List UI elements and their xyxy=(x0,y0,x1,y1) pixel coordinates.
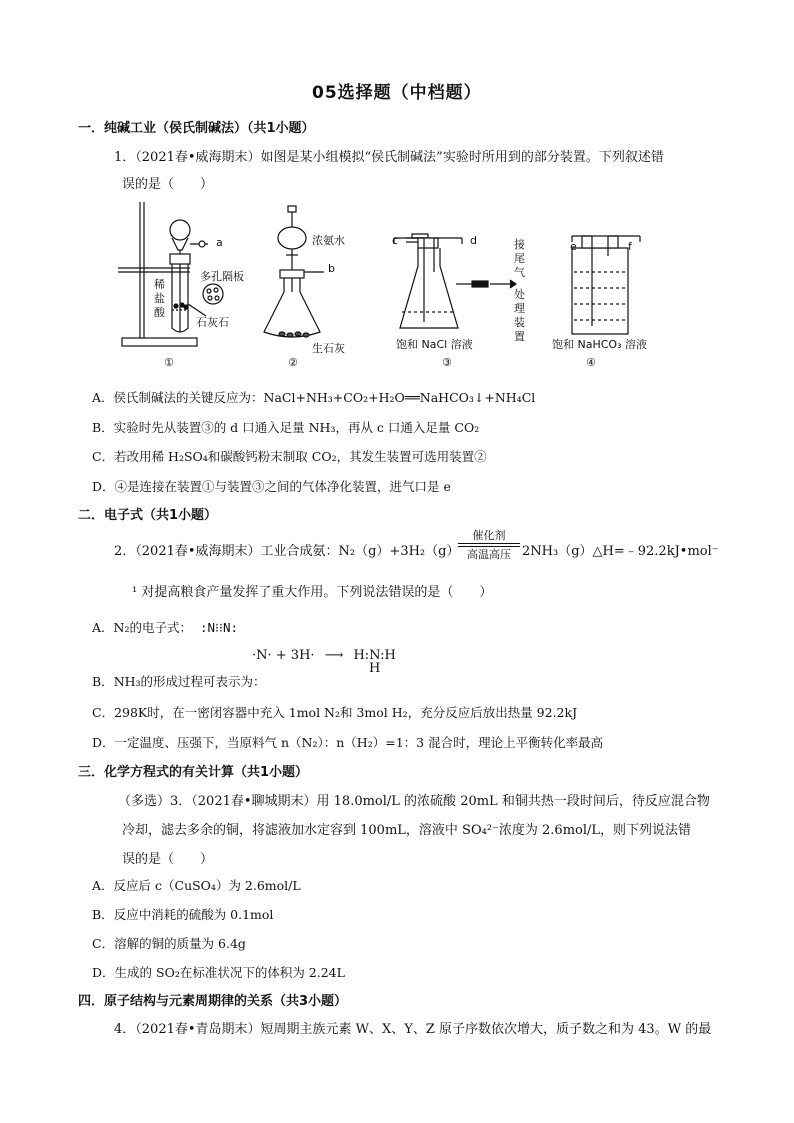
option-text: N₂的电子式： xyxy=(113,620,192,635)
fig-label-e: e xyxy=(570,240,577,253)
option-letter: B． xyxy=(92,420,114,435)
option-letter: B． xyxy=(92,674,114,689)
q3-stem-line1: （多选）3．（2021春•聊城期末）用 18.0mol/L 的浓硫酸 20mL 和铜共热一段时间后，待反应混合物 xyxy=(118,794,710,809)
option-text: 298K时，在一密闭容器中充入 1mol N₂和 3mol H₂，充分反应后放出热量 92.2kJ xyxy=(114,705,578,720)
page-title: 05选择题（中档题） xyxy=(312,83,482,103)
fig-label-limestone: 石灰石 xyxy=(196,316,229,329)
option-letter: C． xyxy=(92,449,115,464)
fig-label-n3: ③ xyxy=(442,356,452,369)
nh3-formula-top: H:N:H xyxy=(353,648,396,663)
fig-label-acid2: 盐 xyxy=(154,292,165,305)
option-text: NH₃的形成过程可表示为： xyxy=(113,674,266,689)
fig-label-tail-3: 气 xyxy=(514,266,525,279)
option-text: 若改用稀 H₂SO₄和碳酸钙粉末制取 CO₂，其发生装置可选用装置② xyxy=(114,449,487,464)
q2-option-b xyxy=(92,672,266,690)
q2-option-a xyxy=(92,618,238,636)
q3-option-d xyxy=(92,963,345,981)
option-letter: A． xyxy=(92,390,114,405)
fig-label-porous: 多孔隔板 xyxy=(200,270,244,283)
q1-option-c xyxy=(92,447,487,465)
nh3-formula-right xyxy=(353,648,395,675)
q2-stem-line1b: 2NH₃（g）△H=﹣92.2kJ•mol⁻ xyxy=(522,544,719,559)
fig-label-a: a xyxy=(216,236,223,249)
fig-label-f: f xyxy=(628,240,632,253)
fig-label-n4: ④ xyxy=(586,356,596,369)
option-letter: D． xyxy=(92,479,115,494)
stand-base xyxy=(122,338,197,346)
section-heading-1: 一．纯碱工业（侯氏制碱法）（共1小题） xyxy=(78,121,315,136)
option-text: 侯氏制碱法的关键反应为：NaCl+NH₃+CO₂+H₂O══NaHCO₃↓+NH₄Cl xyxy=(113,390,536,405)
nh3-formation-diagram xyxy=(252,648,396,675)
q2-stem-line1a: 2．（2021春•威海期末）工业合成氨：N₂（g）+3H₂（g） xyxy=(114,544,460,559)
option-text: 反应中消耗的硫酸为 0.1mol xyxy=(113,907,274,922)
fig-label-acid1: 稀 xyxy=(154,278,165,291)
q3-option-a xyxy=(92,876,301,894)
option-letter: D． xyxy=(92,965,115,980)
q2-catalyst: 催化剂 xyxy=(458,528,520,544)
q2-condition: 高温高压 xyxy=(458,546,520,562)
fig-label-c: c xyxy=(392,234,399,247)
fig-label-tail-1: 接 xyxy=(514,238,525,251)
q1-stem-line1: 1．（2021春•威海期末）如图是某小组模拟“侯氏制碱法”实验时所用到的部分装置。下列叙述错 xyxy=(114,150,664,165)
q2-stem-line2: ¹ 对提高粮食产量发挥了重大作用。下列说法错误的是（ ） xyxy=(132,585,493,600)
option-text: 生成的 SO₂在标准状况下的体积为 2.24L xyxy=(114,965,345,980)
q3-option-c xyxy=(92,934,246,952)
section-heading-2: 二．电子式（共1小题） xyxy=(78,508,218,523)
option-letter: A． xyxy=(92,620,114,635)
q1-option-d xyxy=(92,477,451,495)
fig-label-tail-7: 置 xyxy=(514,330,525,343)
option-letter: A． xyxy=(92,878,114,893)
fig-label-nacl: 饱和 NaCl 溶液 xyxy=(396,338,473,351)
option-text: 一定温度、压强下，当原料气 n（N₂）：n（H₂）=1：3 混合时，理论上平衡转化率最高 xyxy=(114,735,604,750)
fig-label-tail-2: 尾 xyxy=(514,252,525,265)
nh3-formula-bottom: H xyxy=(368,661,381,676)
fig-label-lime: 生石灰 xyxy=(312,342,345,355)
q4-stem-line1: 4．（2021春•青岛期末）短周期主族元素 W、X、Y、Z 原子序数依次增大，质子数之和为 43。W 的最 xyxy=(114,1022,712,1037)
fig-label-n2: ② xyxy=(288,356,298,369)
option-text: ④是连接在装置①与装置③之间的气体净化装置，进气口是 e xyxy=(114,479,451,494)
fig-label-b: b xyxy=(328,262,335,275)
q1-option-a xyxy=(92,388,535,406)
option-text: 反应后 c（CuSO₄）为 2.6mol/L xyxy=(113,878,301,893)
fig-label-nahco3: 饱和 NaHCO₃ 溶液 xyxy=(552,338,647,351)
option-letter: D． xyxy=(92,735,115,750)
option-letter: C． xyxy=(92,936,115,951)
q3-option-b xyxy=(92,905,273,923)
q2-option-c xyxy=(92,703,577,721)
option-text: 实验时先从装置③的 d 口通入足量 NH₃，再从 c 口通入足量 CO₂ xyxy=(113,420,480,435)
q2-option-d xyxy=(92,733,603,751)
fig-label-d: d xyxy=(470,234,477,247)
fig-label-tail-4: 处 xyxy=(514,288,525,301)
arrow-icon: ⟶ xyxy=(324,648,344,663)
fig-label-tail-5: 理 xyxy=(514,302,525,315)
nh3-formula-left: ·N· + 3H· xyxy=(252,648,315,663)
q1-option-b xyxy=(92,418,479,436)
q3-stem-line3: 误的是（ ） xyxy=(122,852,214,867)
q2-reaction-arrow xyxy=(458,528,520,562)
n2-electron-formula: :N⁝⁝N: xyxy=(199,620,239,635)
section-heading-4: 四．原子结构与元素周期律的关系（共3小题） xyxy=(78,994,348,1009)
q1-apparatus-figure xyxy=(110,192,670,377)
q1-stem-line2: 误的是（ ） xyxy=(122,177,214,192)
option-letter: C． xyxy=(92,705,115,720)
q3-stem-line2: 冷却，滤去多余的铜，将滤液加水定容到 100mL，溶液中 SO₄²⁻浓度为 2.6mol/L，则下列说法错 xyxy=(122,823,692,838)
fig-label-acid3: 酸 xyxy=(154,306,165,319)
section-heading-3: 三．化学方程式的有关计算（共1小题） xyxy=(78,765,309,780)
option-text: 溶解的铜的质量为 6.4g xyxy=(114,936,246,951)
option-letter: B． xyxy=(92,907,114,922)
fig-label-n1: ① xyxy=(164,356,174,369)
fig-label-ammonia: 浓氨水 xyxy=(312,234,345,247)
fig-label-tail-6: 装 xyxy=(514,316,525,329)
